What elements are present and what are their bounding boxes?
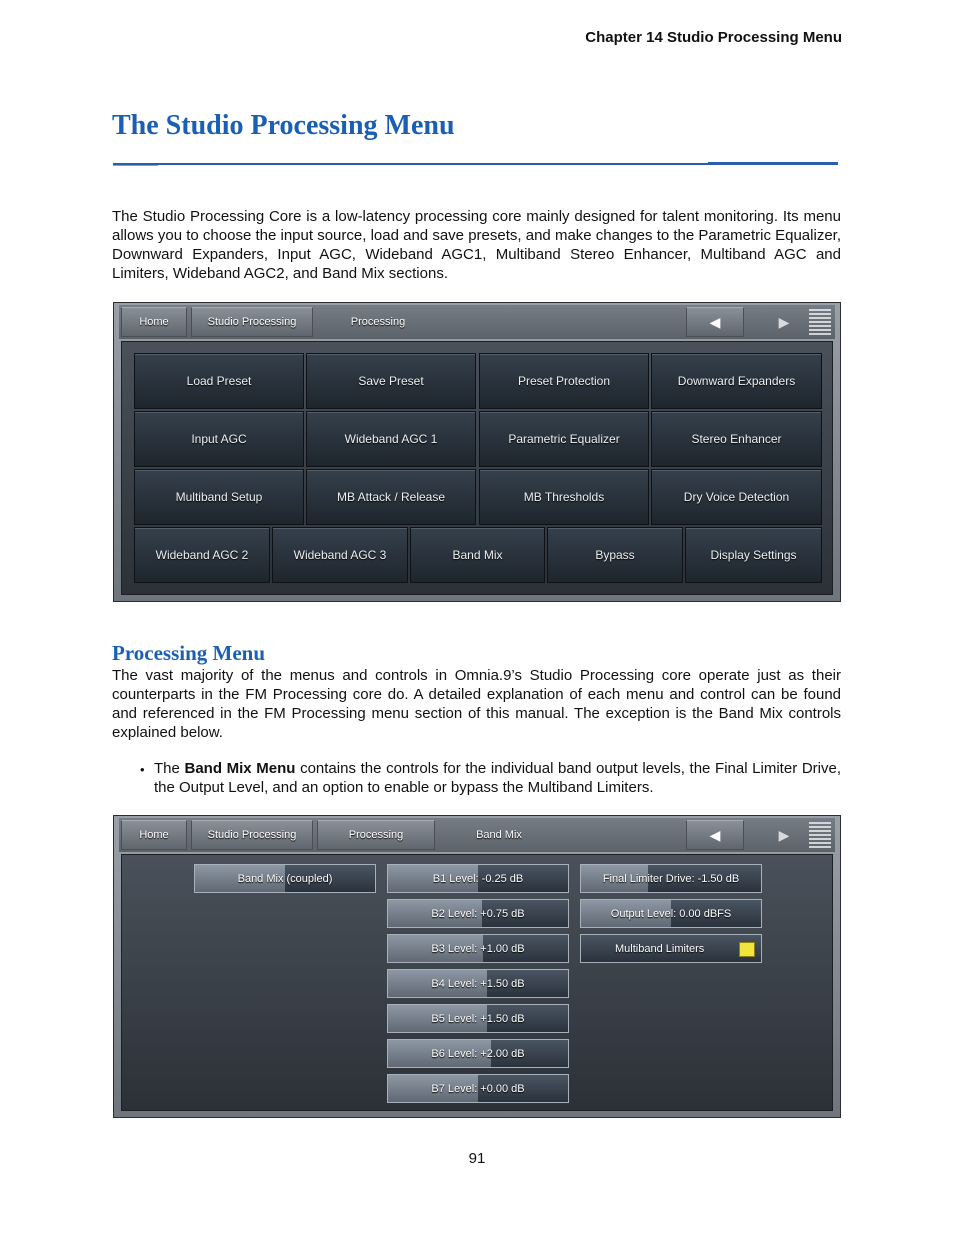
b7-level-control[interactable] xyxy=(387,1074,569,1103)
nav-home-button[interactable]: Home xyxy=(121,820,187,850)
menu-icon[interactable] xyxy=(809,822,831,848)
nav-current-label: Band Mix xyxy=(476,829,522,841)
b3-level-control[interactable] xyxy=(387,934,569,963)
bullet-rest: contains the controls for the individual band output levels, the Final Limiter Drive, the Output Level, and an option to enable or bypass the Multiband Limiters. xyxy=(154,760,841,796)
control-label: Multiband Limiters xyxy=(615,942,705,955)
band-mix-controls-area xyxy=(121,854,833,1111)
menu-icon[interactable] xyxy=(809,309,831,335)
bullet-dot: • xyxy=(140,762,145,777)
status-led-icon xyxy=(739,942,755,957)
nav-bar xyxy=(119,818,835,852)
control-label: B4 Level: +1.50 dB xyxy=(431,977,525,990)
button-grid-area xyxy=(121,341,833,595)
mb-attack-release-button[interactable]: MB Attack / Release xyxy=(306,469,476,525)
preset-protection-button[interactable]: Preset Protection xyxy=(479,353,649,409)
band-mix-coupled-button[interactable] xyxy=(194,864,376,893)
b2-level-control[interactable] xyxy=(387,899,569,928)
final-limiter-drive-control[interactable] xyxy=(580,864,762,893)
nav-studio-processing-button[interactable]: Studio Processing xyxy=(191,820,313,850)
nav-studio-processing-button[interactable]: Studio Processing xyxy=(191,307,313,337)
right-arrow-icon: ▶ xyxy=(778,826,790,843)
section-paragraph: The vast majority of the menus and controls in Omnia.9’s Studio Processing core operate just as their counterparts in the FM Processing core do. A detailed explanation of each menu and control can be found and referenced in the FM Processing menu section of this manual. The exception is the Band Mix controls explained below. xyxy=(112,667,841,741)
multiband-setup-button[interactable]: Multiband Setup xyxy=(134,469,304,525)
bullet-lead: The xyxy=(154,760,185,777)
control-label: Final Limiter Drive: -1.50 dB xyxy=(602,872,740,885)
nav-bar xyxy=(119,305,835,339)
section-heading: Processing Menu xyxy=(112,641,266,665)
multiband-limiters-toggle[interactable] xyxy=(580,934,762,963)
control-label: B1 Level: -0.25 dB xyxy=(432,872,524,885)
bypass-button[interactable]: Bypass xyxy=(547,527,683,583)
wideband-agc1-button[interactable]: Wideband AGC 1 xyxy=(306,411,476,467)
bullet-paragraph xyxy=(154,759,841,797)
b4-level-control[interactable] xyxy=(387,969,569,998)
b1-level-control[interactable] xyxy=(387,864,569,893)
intro-paragraph: The Studio Processing Core is a low-latency processing core mainly designed for talent monitoring. Its menu allows you to choose the input source, load and save presets, and make changes to the Parametric Equalizer, Downward Expanders, Input AGC, Wideband AGC1, Multiband Stereo Enhancer, Multiband AGC and Limiters, Wideband AGC2, and Band Mix sections. xyxy=(112,208,841,282)
wideband-agc3-button[interactable]: Wideband AGC 3 xyxy=(272,527,408,583)
right-arrow-icon: ▶ xyxy=(778,313,790,330)
load-preset-button[interactable]: Load Preset xyxy=(134,353,304,409)
nav-current-label: Processing xyxy=(350,316,406,328)
left-arrow-icon: ◀ xyxy=(709,826,721,843)
nav-home-button[interactable]: Home xyxy=(121,307,187,337)
page-number: 91 xyxy=(468,1150,486,1167)
title-rule xyxy=(113,163,838,165)
downward-expanders-button[interactable]: Downward Expanders xyxy=(651,353,822,409)
back-arrow-button[interactable] xyxy=(686,307,744,337)
wideband-agc2-button[interactable]: Wideband AGC 2 xyxy=(134,527,270,583)
input-agc-button[interactable]: Input AGC xyxy=(134,411,304,467)
display-settings-button[interactable]: Display Settings xyxy=(685,527,822,583)
save-preset-button[interactable]: Save Preset xyxy=(306,353,476,409)
running-head: Chapter 14 Studio Processing Menu xyxy=(585,29,842,46)
studio-processing-screenshot xyxy=(113,302,841,602)
page-title: The Studio Processing Menu xyxy=(112,110,455,141)
forward-arrow-button[interactable] xyxy=(764,307,804,337)
left-arrow-icon: ◀ xyxy=(709,313,721,330)
control-label: B5 Level: +1.50 dB xyxy=(431,1012,525,1025)
control-label: B7 Level: +0.00 dB xyxy=(431,1082,525,1095)
forward-arrow-button[interactable] xyxy=(764,820,804,850)
control-label: Output Level: 0.00 dBFS xyxy=(610,907,732,920)
band-mix-button[interactable]: Band Mix xyxy=(410,527,545,583)
control-label: B2 Level: +0.75 dB xyxy=(431,907,525,920)
band-mix-screenshot xyxy=(113,815,841,1118)
output-level-control[interactable] xyxy=(580,899,762,928)
dry-voice-detection-button[interactable]: Dry Voice Detection xyxy=(651,469,822,525)
nav-processing-button[interactable]: Processing xyxy=(317,820,435,850)
control-label: B6 Level: +2.00 dB xyxy=(431,1047,525,1060)
control-label: Band Mix (coupled) xyxy=(237,872,333,885)
stereo-enhancer-button[interactable]: Stereo Enhancer xyxy=(651,411,822,467)
b6-level-control[interactable] xyxy=(387,1039,569,1068)
control-label: B3 Level: +1.00 dB xyxy=(431,942,525,955)
parametric-equalizer-button[interactable]: Parametric Equalizer xyxy=(479,411,649,467)
back-arrow-button[interactable] xyxy=(686,820,744,850)
mb-thresholds-button[interactable]: MB Thresholds xyxy=(479,469,649,525)
bullet-bold: Band Mix Menu xyxy=(184,760,296,777)
b5-level-control[interactable] xyxy=(387,1004,569,1033)
